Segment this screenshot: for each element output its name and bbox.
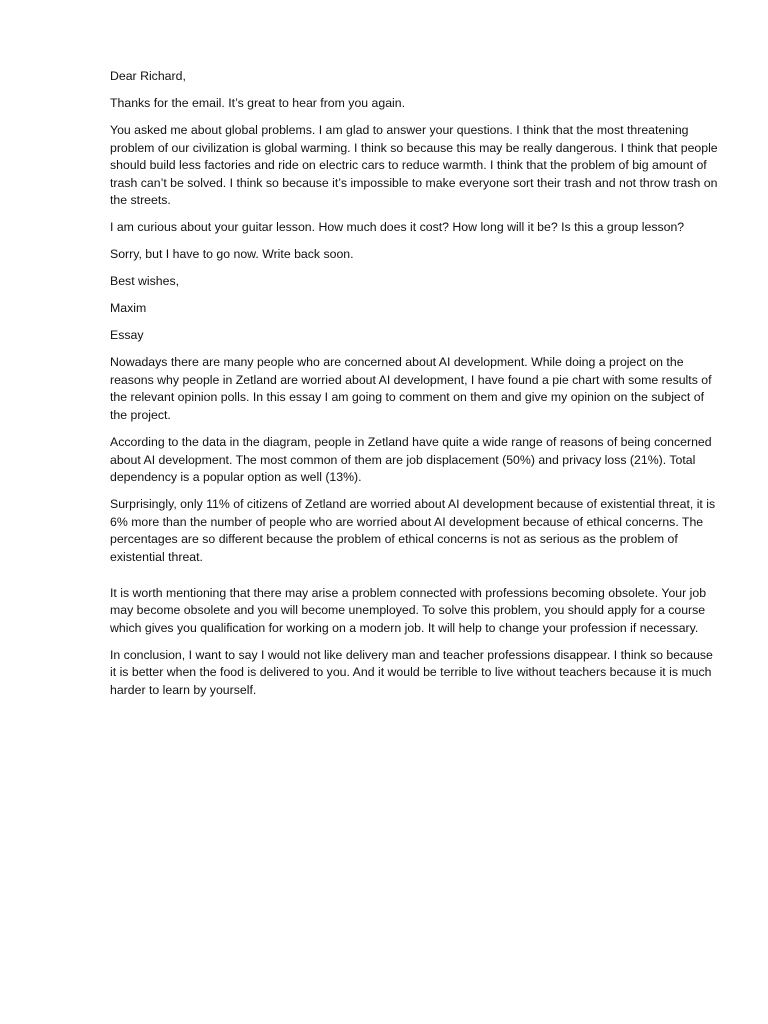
letter-paragraph: Sorry, but I have to go now. Write back soon. xyxy=(110,247,354,262)
essay-heading: Essay xyxy=(110,328,144,343)
essay-paragraph: It is worth mentioning that there may arise a problem connected with professions becoming obsolete. Your job may become obsolete and you will become unemployed. To solve this problem, you should apply for a course which gives you qualification for working on a modern job. It will help to change your profession if necessary. xyxy=(110,585,707,635)
essay-paragraph: Surprisingly, only 11% of citizens of Zetland are worried about AI development because of existential threat, it is 6% more than the number of people who are worried about AI development because of ethical concerns. The percentages are so different because the problem of ethical concerns is not as serious as the problem of existential threat. xyxy=(110,497,716,564)
letter-signature: Maxim xyxy=(110,301,147,316)
essay-paragraph: According to the data in the diagram, people in Zetland have quite a wide range of reasons of being concerned about AI development. The most common of them are job displacement (50%) and privacy loss (21%). Total dependency is a popular option as well (13%). xyxy=(110,435,712,485)
document-body xyxy=(110,68,720,709)
letter-paragraph: I am curious about your guitar lesson. How much does it cost? How long will it be? Is this a group lesson? xyxy=(110,220,685,235)
letter-greeting: Dear Richard, xyxy=(110,69,186,83)
essay-paragraph: In conclusion, I want to say I would not like delivery man and teacher professions disappear. I think so because it is better when the food is delivered to you. And it would be terrible to live without teachers because it is much harder to learn by yourself. xyxy=(110,647,713,697)
letter-paragraph: You asked me about global problems. I am glad to answer your questions. I think that the most threatening problem of our civilization is global warming. I think so because this may be really dangerous. I think that people should build less factories and ride on electric cars to reduce warmth. I think that the problem of big amount of trash can’t be solved. I think so because it’s impossible to make everyone sort their trash and not throw trash on the streets. xyxy=(110,122,718,208)
essay-paragraph: Nowadays there are many people who are concerned about AI development. While doing a project on the reasons why people in Zetland are worried about AI development, I have found a pie chart with some results of the relevant opinion polls. In this essay I am going to comment on them and give my opinion on the subject of the project. xyxy=(110,355,712,423)
letter-closing: Best wishes, xyxy=(110,274,180,289)
letter-paragraph: Thanks for the email. It’s great to hear from you again. xyxy=(110,95,406,110)
